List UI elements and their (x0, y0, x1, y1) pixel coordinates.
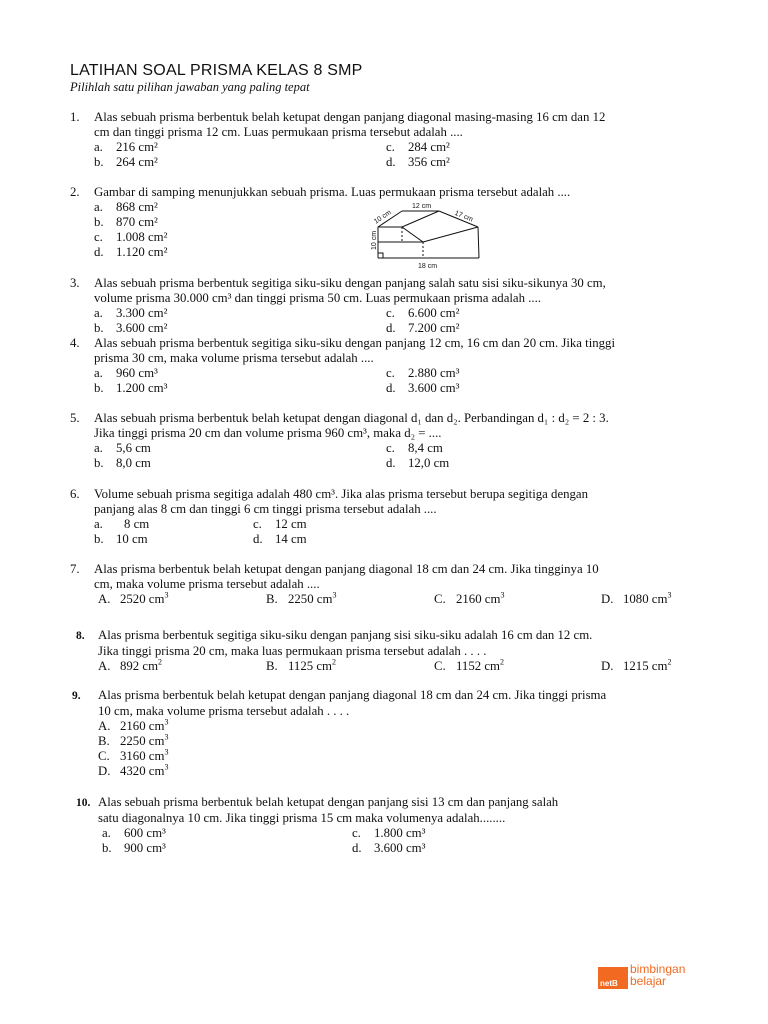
option-a[interactable]: A. 2520 $cm^3$ (98, 590, 169, 606)
question-text: cm, maka volume prisma tersebut adalah .... (94, 577, 320, 591)
question-number: 2. (70, 185, 80, 199)
option-b[interactable]: B. 2250 $cm^3$ (266, 590, 337, 606)
question-6 (70, 487, 700, 547)
option-a[interactable]: a. 960 cm³ (94, 366, 158, 380)
option-d[interactable]: d. 1.120 cm² (94, 245, 168, 259)
prism-figure (358, 198, 493, 273)
option-a[interactable]: A. 892 $cm^2$ (98, 657, 163, 673)
option-a[interactable]: A. 2160 $cm^3$ (98, 717, 169, 733)
question-10 (70, 795, 700, 856)
fig-label-height: 10 cm (371, 230, 378, 250)
option-c[interactable]: c. 8,4 cm (386, 441, 443, 455)
fig-label-bottom: 18 cm (418, 263, 438, 270)
option-b[interactable]: b. 8,0 cm (94, 456, 151, 470)
prism-front-face (378, 227, 423, 242)
question-text: Alas prisma berbentuk belah ketupat dengan panjang diagonal 18 cm dan 24 cm. Jika tinggi prisma (98, 688, 607, 702)
option-b[interactable]: b. 3.600 cm² (94, 321, 168, 335)
option-c[interactable]: c. 1.800 cm³ (352, 826, 426, 840)
question-number: 4. (70, 336, 80, 350)
option-c[interactable]: C. 3160 $cm^3$ (98, 747, 169, 763)
option-d[interactable]: d. 7.200 cm² (386, 321, 460, 335)
option-d[interactable]: d. 3.600 cm³ (386, 381, 460, 395)
question-number: 6. (70, 487, 80, 501)
option-d[interactable]: d. 14 cm (253, 532, 307, 546)
question-text: Alas sebuah prisma berbentuk belah ketupat dengan diagonal d₁ dan d₂. Perbandingan d₁ : d₂ = 2 : 3. (94, 411, 609, 425)
question-text: Jika tinggi prisma 20 cm dan volume prisma 960 cm³, maka d₂ = .... (94, 426, 442, 440)
question-number: 1. (70, 110, 80, 124)
option-b[interactable]: b. 870 cm² (94, 215, 158, 229)
question-number: 7. (70, 562, 80, 576)
question-8 (70, 628, 700, 674)
page-title: LATIHAN SOAL PRISMA KELAS 8 SMP (70, 62, 363, 79)
question-4 (70, 336, 700, 396)
option-a[interactable]: a. 5,6 cm (94, 441, 151, 455)
question-text: Alas sebuah prisma berbentuk segitiga siku-siku dengan panjang salah satu sisi siku-sikunya 30 cm, (94, 276, 606, 290)
fig-label-slant-right: 17 cm (453, 209, 474, 224)
option-d[interactable]: d. 12,0 cm (386, 456, 450, 470)
option-c[interactable]: c. 284 cm² (386, 140, 450, 154)
question-5 (70, 411, 700, 471)
question-text: Alas sebuah prisma berbentuk belah ketupat dengan panjang diagonal masing-masing 16 cm dan 12 (94, 110, 606, 124)
question-9 (70, 688, 700, 779)
question-1 (70, 110, 700, 170)
option-b[interactable]: B. 2250 $cm^3$ (98, 732, 169, 748)
option-c[interactable]: C. 1152 $cm^2$ (434, 657, 504, 673)
option-d[interactable]: d. 3.600 cm³ (352, 841, 426, 855)
option-a[interactable]: a. 600 cm³ (102, 826, 166, 840)
question-number: 8. (76, 630, 85, 642)
question-7 (70, 562, 700, 607)
fig-label-top: 12 cm (412, 203, 432, 210)
question-number: 10. (76, 797, 91, 809)
option-c[interactable]: c. 6.600 cm² (386, 306, 460, 320)
question-text: 10 cm, maka volume prisma tersebut adalah . . . . (98, 704, 350, 718)
logo-mark: netB (598, 967, 628, 989)
option-d[interactable]: D. 1215 $cm^2$ (601, 657, 672, 673)
option-d[interactable]: D. 1080 $cm^3$ (601, 590, 672, 606)
bimbingan-belajar-logo (598, 963, 708, 989)
option-a[interactable]: a. 3.300 cm² (94, 306, 168, 320)
option-b[interactable]: B. 1125 $cm^2$ (266, 657, 336, 673)
option-a[interactable]: a. 216 cm² (94, 140, 158, 154)
question-number: 3. (70, 276, 80, 290)
option-b[interactable]: b. 264 cm² (94, 155, 158, 169)
question-text: Alas prisma berbentuk segitiga siku-siku dengan panjang sisi siku-siku adalah 16 cm dan 12 cm. (98, 628, 593, 642)
question-text: Alas sebuah prisma berbentuk belah ketupat dengan panjang sisi 13 cm dan panjang salah (98, 795, 559, 809)
question-text: panjang alas 8 cm dan tinggi 6 cm tinggi prisma tersebut adalah .... (94, 502, 437, 516)
option-d[interactable]: D. 4320 $cm^3$ (98, 762, 169, 778)
option-a[interactable]: a. 868 cm² (94, 200, 158, 214)
question-text: Jika tinggi prisma 20 cm, maka luas permukaan prisma tersebut adalah . . . . (98, 644, 487, 658)
option-b[interactable]: b. 1.200 cm³ (94, 381, 168, 395)
question-text: Volume sebuah prisma segitiga adalah 480 cm³. Jika alas prisma tersebut berupa segitiga dengan (94, 487, 589, 501)
question-text: Alas sebuah prisma berbentuk segitiga siku-siku dengan panjang 12 cm, 16 cm dan 20 cm. Jika tinggi (94, 336, 616, 350)
option-b[interactable]: b. 900 cm³ (102, 841, 166, 855)
option-c[interactable]: c. 1.008 cm² (94, 230, 168, 244)
option-c[interactable]: C. 2160 $cm^3$ (434, 590, 505, 606)
logo-text: bimbingan belajar (630, 962, 686, 988)
question-number: 5. (70, 411, 80, 425)
question-number: 9. (72, 690, 81, 702)
question-text: satu diagonalnya 10 cm. Jika tinggi prisma 15 cm maka volumenya adalah........ (98, 811, 506, 825)
option-c[interactable]: c. 12 cm (253, 517, 307, 531)
fig-label-slant-left: 10 cm (373, 209, 393, 226)
option-b[interactable]: b. 10 cm (94, 532, 148, 546)
instruction-text: Pilihlah satu pilihan jawaban yang paling tepat (70, 80, 310, 94)
option-c[interactable]: c. 2.880 cm³ (386, 366, 460, 380)
question-text: prisma 30 cm, maka volume prisma tersebut adalah .... (94, 351, 374, 365)
question-text: cm dan tinggi prisma 12 cm. Luas permukaan prisma tersebut adalah .... (94, 125, 463, 139)
option-a[interactable]: a. 8 cm (94, 517, 150, 531)
question-3 (70, 276, 700, 336)
question-text: Alas prisma berbentuk belah ketupat dengan panjang diagonal 18 cm dan 24 cm. Jika tingginya 10 (94, 562, 599, 576)
option-d[interactable]: d. 356 cm² (386, 155, 450, 169)
question-text: Gambar di samping menunjukkan sebuah prisma. Luas permukaan prisma tersebut adalah .... (94, 185, 571, 199)
question-text: volume prisma 30.000 cm³ dan tinggi prisma 50 cm. Luas permukaan prisma adalah .... (94, 291, 542, 305)
